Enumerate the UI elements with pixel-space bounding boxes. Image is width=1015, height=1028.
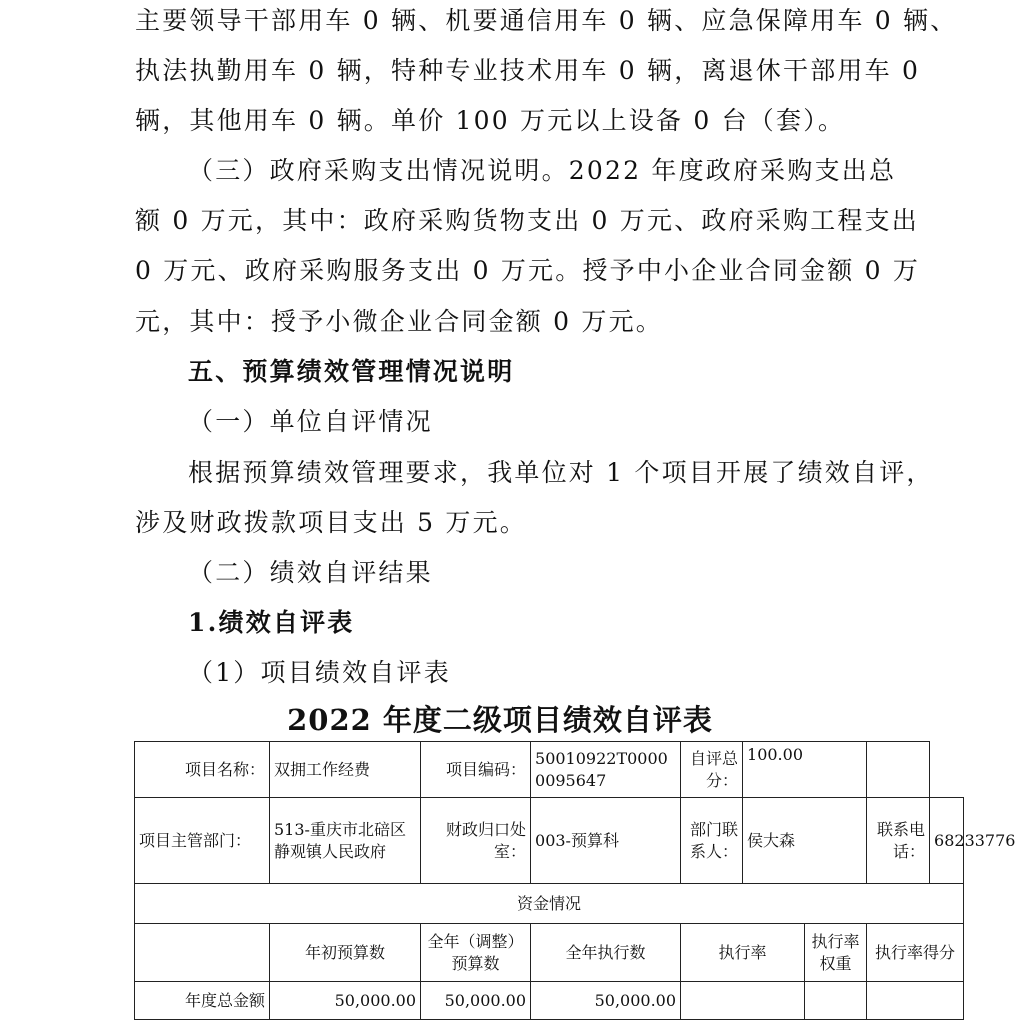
subheading-results: （二）绩效自评结果 — [188, 558, 433, 587]
empty-cell — [681, 982, 805, 1020]
empty-cell — [867, 982, 964, 1020]
paragraph-procurement-3: 0 万元、政府采购服务支出 0 万元。授予中小企业合同金额 0 万 — [135, 256, 921, 285]
paragraph-vehicles-1: 主要领导干部用车 0 辆、机要通信用车 0 辆、应急保障用车 0 辆、 — [135, 6, 958, 35]
table-row — [135, 742, 964, 798]
total-executed: 50,000.00 — [531, 982, 681, 1020]
header-initial-budget: 年初预算数 — [270, 924, 421, 982]
paragraph-procurement-1: （三）政府采购支出情况说明。2022 年度政府采购支出总 — [188, 156, 897, 185]
contact-value: 侯大森 — [743, 798, 867, 884]
project-name-value: 双拥工作经费 — [270, 742, 421, 798]
finance-office-label: 财政归口处室： — [421, 798, 531, 884]
total-label: 年度总金额 — [135, 982, 270, 1020]
table-row — [135, 982, 964, 1020]
empty-cell — [867, 742, 930, 798]
subheading-table-1: 1.绩效自评表 — [188, 608, 355, 637]
header-rate-score: 执行率得分 — [867, 924, 964, 982]
subheading-self-evaluation: （一）单位自评情况 — [188, 407, 433, 436]
contact-label: 部门联系人： — [681, 798, 743, 884]
finance-office-value: 003-预算科 — [531, 798, 681, 884]
project-code-value: 50010922T00000095647 — [531, 742, 681, 798]
subheading-project-table: （1）项目绩效自评表 — [188, 658, 451, 687]
phone-label: 联系电话： — [867, 798, 930, 884]
table-row — [135, 798, 964, 884]
header-rate-weight: 执行率权重 — [805, 924, 867, 982]
empty-cell — [805, 982, 867, 1020]
score-label: 自评总分： — [681, 742, 743, 798]
project-code-label: 项目编码： — [421, 742, 531, 798]
header-executed: 全年执行数 — [531, 924, 681, 982]
header-adjusted-budget: 全年（调整）预算数 — [421, 924, 531, 982]
dept-value: 513-重庆市北碚区静观镇人民政府 — [270, 798, 421, 884]
paragraph-vehicles-3: 辆，其他用车 0 辆。单价 100 万元以上设备 0 台（套）。 — [135, 106, 846, 135]
paragraph-procurement-4: 元，其中：授予小微企业合同金额 0 万元。 — [135, 307, 664, 336]
fund-section-header: 资金情况 — [135, 884, 964, 924]
dept-label: 项目主管部门： — [135, 798, 270, 884]
phone-value: 68233776 — [930, 798, 964, 884]
table-title: 2022 年度二级项目绩效自评表 — [287, 703, 713, 737]
table-header-row — [135, 924, 964, 982]
paragraph-evaluation-2: 涉及财政拨款项目支出 5 万元。 — [135, 508, 528, 537]
evaluation-table — [134, 741, 1015, 1020]
header-execution-rate: 执行率 — [681, 924, 805, 982]
total-initial-budget: 50,000.00 — [270, 982, 421, 1020]
paragraph-vehicles-2: 执法执勤用车 0 辆，特种专业技术用车 0 辆，离退休干部用车 0 — [135, 56, 921, 85]
project-name-label: 项目名称： — [135, 742, 270, 798]
score-value: 100.00 — [743, 742, 867, 798]
empty-cell — [135, 924, 270, 982]
paragraph-procurement-2: 额 0 万元，其中：政府采购货物支出 0 万元、政府采购工程支出 — [135, 206, 920, 235]
paragraph-evaluation-1: 根据预算绩效管理要求，我单位对 1 个项目开展了绩效自评， — [188, 458, 934, 487]
table-row — [135, 884, 964, 924]
total-adjusted-budget: 50,000.00 — [421, 982, 531, 1020]
section-heading-performance: 五、预算绩效管理情况说明 — [188, 357, 515, 386]
